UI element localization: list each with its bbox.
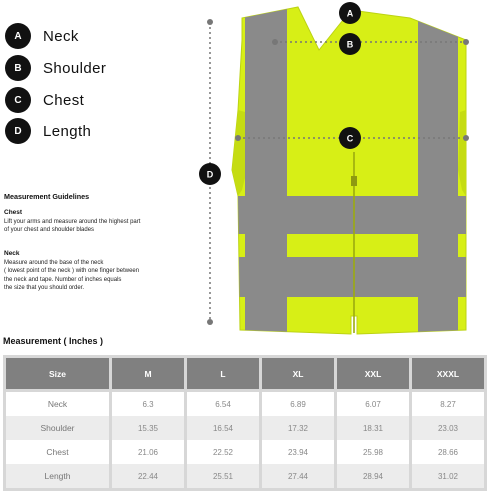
- legend-item-neck: [0, 23, 79, 49]
- table-cell: 6.07: [336, 391, 411, 417]
- table-row-shoulder: [5, 416, 486, 440]
- legend-badge-b: B: [5, 55, 31, 81]
- table-cell: 31.02: [411, 464, 486, 490]
- shoulder-left-dot: [272, 39, 278, 45]
- table-cell: 22.44: [111, 464, 186, 490]
- chest-right-dot: [463, 135, 469, 141]
- header-m: M: [111, 357, 186, 391]
- table-cell: 15.35: [111, 416, 186, 440]
- table-cell: 28.94: [336, 464, 411, 490]
- legend-item-shoulder: [0, 55, 106, 81]
- vest-illustration: [190, 0, 489, 340]
- table-cell: Neck: [5, 391, 111, 417]
- legend-item-length: [0, 118, 91, 144]
- length-bottom-dot: [207, 319, 213, 325]
- legend-badge-d: D: [5, 118, 31, 144]
- measurement-guidelines: [4, 192, 204, 292]
- table-cell: 25.51: [186, 464, 261, 490]
- table-cell: 21.06: [111, 440, 186, 464]
- marker-a: [339, 2, 361, 24]
- table-cell: 25.98: [336, 440, 411, 464]
- table-row-chest: [5, 440, 486, 464]
- table-cell: 8.27: [411, 391, 486, 417]
- table-cell: 16.54: [186, 416, 261, 440]
- table-cell: Shoulder: [5, 416, 111, 440]
- legend-label-chest: Chest: [43, 91, 85, 109]
- table-cell: 22.52: [186, 440, 261, 464]
- guideline-neck-line-2: ( lowest point of the neck ) with one finger between: [4, 268, 140, 275]
- guideline-chest-line-1: Lift your arms and measure around the highest part: [4, 219, 141, 225]
- table-cell: Length: [5, 464, 111, 490]
- table-cell: 18.31: [336, 416, 411, 440]
- measurement-table: [3, 355, 487, 491]
- upper-horizontal-stripe: [230, 196, 470, 234]
- lower-horizontal-stripe: [230, 257, 470, 297]
- legend-label-length: Length: [43, 122, 92, 140]
- header-xl: XL: [261, 357, 336, 391]
- table-header-row: [5, 357, 486, 391]
- guideline-neck-line-1: Measure around the base of the neck: [4, 259, 104, 266]
- table-cell: 23.94: [261, 440, 336, 464]
- guideline-chest-block: [4, 209, 204, 235]
- header-l: L: [186, 357, 261, 391]
- table-cell: 6.3: [111, 391, 186, 417]
- table-cell: 17.32: [261, 416, 336, 440]
- guideline-neck-block: [4, 250, 204, 293]
- header-xxxl: XXXL: [411, 357, 486, 391]
- marker-c-label: C: [346, 133, 354, 144]
- legend-label-neck: Neck: [43, 27, 79, 45]
- guideline-neck-line-3: the neck and tape. Number of inches equals: [4, 276, 122, 283]
- table-cell: 28.66: [411, 440, 486, 464]
- marker-b: [339, 33, 361, 55]
- length-top-dot: [207, 19, 213, 25]
- guideline-neck-title: Neck: [4, 249, 20, 257]
- guidelines-title: Measurement Guidelines: [4, 192, 90, 201]
- chest-left-dot: [235, 135, 241, 141]
- legend-label-shoulder: Shoulder: [43, 59, 107, 77]
- table-cell: Chest: [5, 440, 111, 464]
- marker-c: [339, 127, 361, 149]
- table-cell: 23.03: [411, 416, 486, 440]
- marker-a-label: A: [346, 8, 354, 19]
- measurement-legend: [0, 0, 180, 160]
- table-row-length: [5, 464, 486, 490]
- legend-badge-c: C: [5, 87, 31, 113]
- guideline-chest-title: Chest: [4, 209, 23, 216]
- header-xxl: XXL: [336, 357, 411, 391]
- vest-svg: [190, 0, 489, 340]
- guideline-chest-line-2: of your chest and shoulder blades: [4, 227, 95, 234]
- guideline-neck-line-4: the size that you should order.: [4, 285, 85, 292]
- table-row-neck: [5, 391, 486, 417]
- zipper-pull: [351, 176, 357, 186]
- measurement-table-title: Measurement ( Inches ): [3, 336, 104, 346]
- marker-d-label: D: [206, 169, 214, 180]
- table-cell: 6.54: [186, 391, 261, 417]
- header-size: Size: [5, 357, 111, 391]
- legend-badge-a: A: [5, 23, 31, 49]
- marker-d: [199, 163, 221, 185]
- shoulder-right-dot: [463, 39, 469, 45]
- legend-item-chest: [0, 87, 84, 113]
- table-cell: 27.44: [261, 464, 336, 490]
- marker-b-label: B: [346, 39, 354, 50]
- table-cell: 6.89: [261, 391, 336, 417]
